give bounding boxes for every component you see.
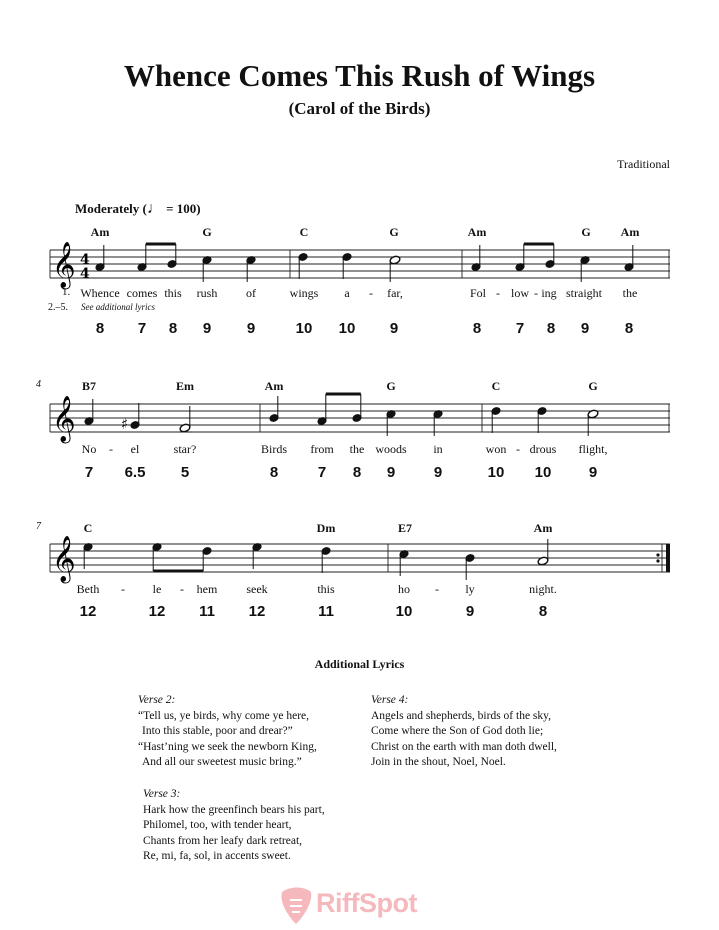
harmonica-hole: 9 — [202, 320, 212, 337]
repeat-dot-icon — [656, 553, 659, 556]
lyric-syllable: woods — [375, 442, 407, 456]
lyric-syllable: Fol — [469, 286, 487, 300]
see-additional-lyrics: See additional lyrics — [81, 302, 155, 312]
verse-line: Come where the Son of God doth lie; — [371, 725, 544, 737]
verse-number: 1. — [62, 286, 71, 298]
lyric-syllable: of — [246, 286, 256, 300]
lyric-hyphen: - — [369, 286, 373, 300]
sharp-icon: ♯ — [121, 415, 129, 433]
harmonica-hole: 10 — [534, 464, 552, 481]
lyric-syllable: won — [485, 442, 507, 456]
harmonica-hole: 10 — [295, 320, 313, 337]
harmonica-hole: 7 — [84, 464, 94, 481]
harmonica-hole: 8 — [538, 603, 548, 620]
harmonica-hole: 7 — [515, 320, 525, 337]
lyric-syllable: drous — [529, 442, 557, 456]
harmonica-hole: 9 — [465, 603, 475, 620]
chord-symbol: G — [389, 225, 399, 239]
additional-lyrics-title: Additional Lyrics — [314, 657, 405, 671]
treble-clef-icon: 𝄞 — [52, 396, 76, 442]
lyric-syllable: wings — [289, 286, 319, 300]
lyric-syllable: ing — [541, 286, 557, 300]
harmonica-hole: 8 — [168, 320, 178, 337]
harmonica-hole: 9 — [246, 320, 256, 337]
harmonica-hole: 10 — [395, 603, 413, 620]
harmonica-hole: 11 — [318, 603, 334, 620]
lyric-syllable: far, — [387, 286, 403, 300]
chord-symbol: Dm — [316, 521, 336, 535]
repeat-dot-icon — [656, 559, 659, 562]
logo-text: RiffSpot — [316, 888, 417, 918]
harmonica-hole: 12 — [148, 603, 166, 620]
tempo-label: Moderately — [75, 201, 140, 216]
verse-block — [371, 693, 557, 771]
harmonica-hole: 10 — [338, 320, 356, 337]
harmonica-hole: 8 — [546, 320, 556, 337]
harmonica-hole: 9 — [588, 464, 598, 481]
verse-line: Re, mi, fa, sol, in accents sweet. — [143, 850, 291, 862]
measure-number: 4 — [36, 379, 41, 390]
composer-credit: Traditional — [617, 157, 670, 171]
harmonica-hole: 8 — [624, 320, 634, 337]
time-signature-top: 4 — [80, 252, 90, 268]
final-barline — [666, 544, 670, 572]
page-subtitle: (Carol of the Birds) — [288, 99, 431, 118]
lyric-syllable: ly — [465, 582, 475, 596]
verse-line: Philomel, too, with tender heart, — [143, 819, 292, 831]
harmonica-hole: 9 — [386, 464, 396, 481]
lyric-syllable: seek — [246, 582, 268, 596]
harmonica-hole: 7 — [137, 320, 147, 337]
lyric-syllable: this — [317, 582, 335, 596]
lyric-syllable: Whence — [80, 286, 120, 300]
lyric-syllable: a — [344, 286, 350, 300]
harmonica-hole: 9 — [580, 320, 590, 337]
chord-symbol: C — [299, 225, 309, 239]
verse-line: Into this stable, poor and drear?” — [142, 725, 293, 737]
chord-symbol: Em — [176, 379, 194, 393]
chord-symbol: Am — [264, 379, 284, 393]
chord-symbol: B7 — [81, 379, 97, 393]
staff-3-notation — [50, 518, 670, 598]
lyric-syllable: le — [152, 582, 162, 596]
chord-symbol: G — [581, 225, 591, 239]
chord-symbol: Am — [90, 225, 110, 239]
lyric-syllable: from — [310, 442, 334, 456]
chord-symbol: Am — [533, 521, 553, 535]
lyric-syllable: comes — [126, 286, 158, 300]
harmonica-hole: 8 — [269, 464, 279, 481]
chord-symbol: G — [588, 379, 598, 393]
harmonica-hole: 6.5 — [124, 464, 146, 481]
guitar-pick-icon — [278, 886, 314, 926]
harmonica-hole: 12 — [248, 603, 266, 620]
lyric-syllable: star? — [173, 442, 197, 456]
harmonica-hole: 9 — [433, 464, 443, 481]
lyric-syllable: in — [433, 442, 443, 456]
lyric-syllable: Birds — [260, 442, 288, 456]
lyric-syllable: el — [130, 442, 140, 456]
harmonica-hole: 10 — [487, 464, 505, 481]
tempo-open: ( — [142, 201, 147, 216]
harmonica-hole: 9 — [389, 320, 399, 337]
verse-label: Verse 2: — [138, 694, 176, 706]
chord-symbol: C — [83, 521, 93, 535]
lyric-syllable: ho — [398, 582, 410, 596]
lyric-hyphen: - — [180, 582, 184, 596]
lyric-hyphen: - — [121, 582, 125, 596]
verse-line: Christ on the earth with man doth dwell, — [371, 740, 557, 753]
lyric-hyphen: - — [516, 442, 520, 456]
lyric-syllable: the — [349, 442, 365, 456]
verse-label: Verse 3: — [143, 788, 181, 800]
lyric-syllable: straight — [566, 286, 602, 300]
verse-line: “Tell us, ye birds, why come ye here, — [138, 709, 310, 722]
measure-number: 7 — [36, 521, 41, 532]
verse-label: Verse 4: — [371, 694, 409, 706]
lyric-hyphen: - — [109, 442, 113, 456]
verse-line: “Hast’ning we seek the newborn King, — [138, 740, 317, 753]
lyric-hyphen: - — [435, 582, 439, 596]
treble-clef-icon: 𝄞 — [52, 242, 76, 288]
see-verses-label: 2.–5. — [48, 302, 68, 313]
harmonica-hole: 8 — [352, 464, 362, 481]
harmonica-hole: 12 — [79, 603, 97, 620]
harmonica-hole: 11 — [199, 603, 215, 620]
lyric-syllable: hem — [196, 582, 218, 596]
chord-symbol: G — [386, 379, 396, 393]
notes-system-2 — [84, 394, 599, 436]
lyric-syllable: No — [81, 442, 97, 456]
system-1 — [50, 220, 670, 340]
chord-symbol: C — [491, 379, 501, 393]
verse-block — [138, 693, 317, 771]
lyric-syllable: flight, — [578, 442, 608, 456]
verse-line: Join in the shout, Noel, Noel. — [371, 756, 506, 768]
page-title: Whence Comes This Rush of Wings — [123, 58, 596, 93]
notes-system-3 — [83, 539, 549, 580]
tempo-marking — [75, 200, 201, 218]
treble-clef-icon: 𝄞 — [52, 536, 76, 582]
harmonica-hole: 8 — [95, 320, 105, 337]
lyric-syllable: night. — [529, 582, 557, 596]
lyric-syllable: rush — [196, 286, 218, 300]
harmonica-hole: 7 — [317, 464, 327, 481]
verse-block — [143, 787, 325, 865]
chord-symbol: G — [202, 225, 212, 239]
verse-line: And all our sweetest music bring.” — [142, 756, 302, 768]
lyric-hyphen: - — [496, 286, 500, 300]
lyric-syllable: the — [622, 286, 638, 300]
lyric-hyphen: - — [534, 286, 538, 300]
chord-symbol: E7 — [397, 521, 413, 535]
chord-symbol: Am — [467, 225, 487, 239]
verse-line: Chants from her leafy dark retreat, — [143, 834, 303, 847]
harmonica-hole: 5 — [180, 464, 190, 481]
quarter-note-icon: ♩ — [146, 200, 163, 217]
lyric-syllable: low — [511, 286, 529, 300]
tempo-bpm: = 100) — [162, 201, 201, 216]
time-signature-bottom: 4 — [80, 266, 90, 282]
harmonica-hole: 8 — [472, 320, 482, 337]
system-3 — [36, 518, 670, 628]
system-2 — [36, 376, 670, 486]
lyric-syllable: Beth — [76, 582, 100, 596]
chord-symbol: Am — [620, 225, 640, 239]
lyric-syllable: this — [164, 286, 182, 300]
riffspot-logo — [278, 884, 448, 926]
verse-line: Angels and shepherds, birds of the sky, — [371, 709, 552, 722]
verse-line: Hark how the greenfinch bears his part, — [143, 803, 325, 816]
